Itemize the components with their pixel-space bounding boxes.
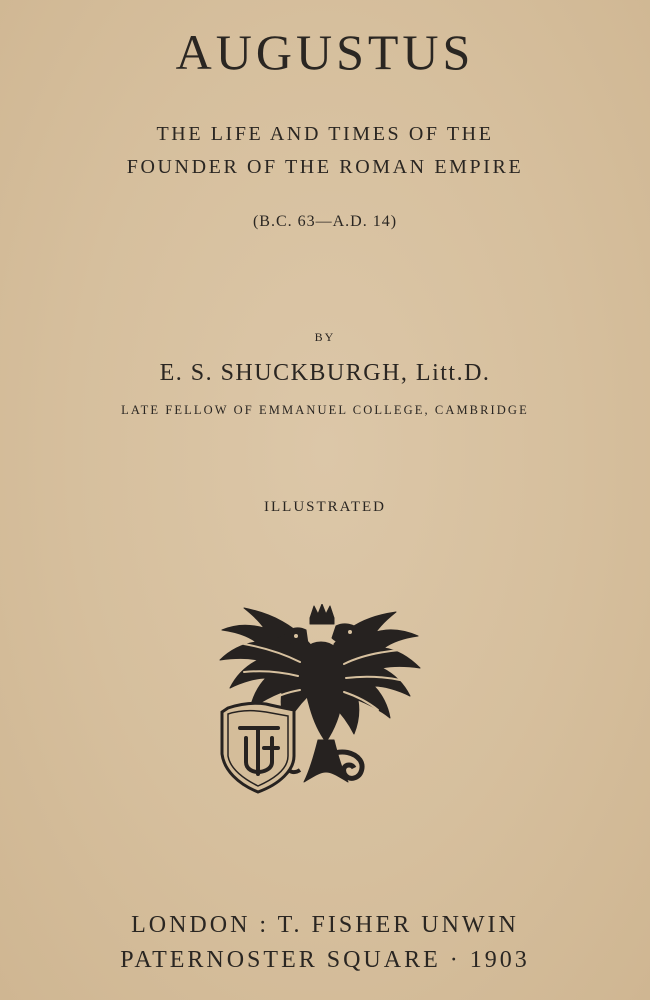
date-range: (B.C. 63—A.D. 14) xyxy=(252,213,398,230)
by-label: BY xyxy=(314,330,336,344)
book-title: AUGUSTUS xyxy=(175,24,475,80)
subtitle-line-2: FOUNDER OF THE ROMAN EMPIRE xyxy=(126,156,524,178)
publisher-device-eagle-icon xyxy=(214,604,426,798)
subtitle-line-1: THE LIFE AND TIMES OF THE xyxy=(156,123,494,145)
author-affiliation: LATE FELLOW OF EMMANUEL COLLEGE, CAMBRIDGE xyxy=(121,403,529,417)
author-name: E. S. SHUCKBURGH, Litt.D. xyxy=(159,360,491,386)
imprint-line-2: PATERNOSTER SQUARE · 1903 xyxy=(120,947,530,973)
imprint-line-1: LONDON : T. FISHER UNWIN xyxy=(131,912,519,938)
illustrated-label: ILLUSTRATED xyxy=(264,499,386,515)
